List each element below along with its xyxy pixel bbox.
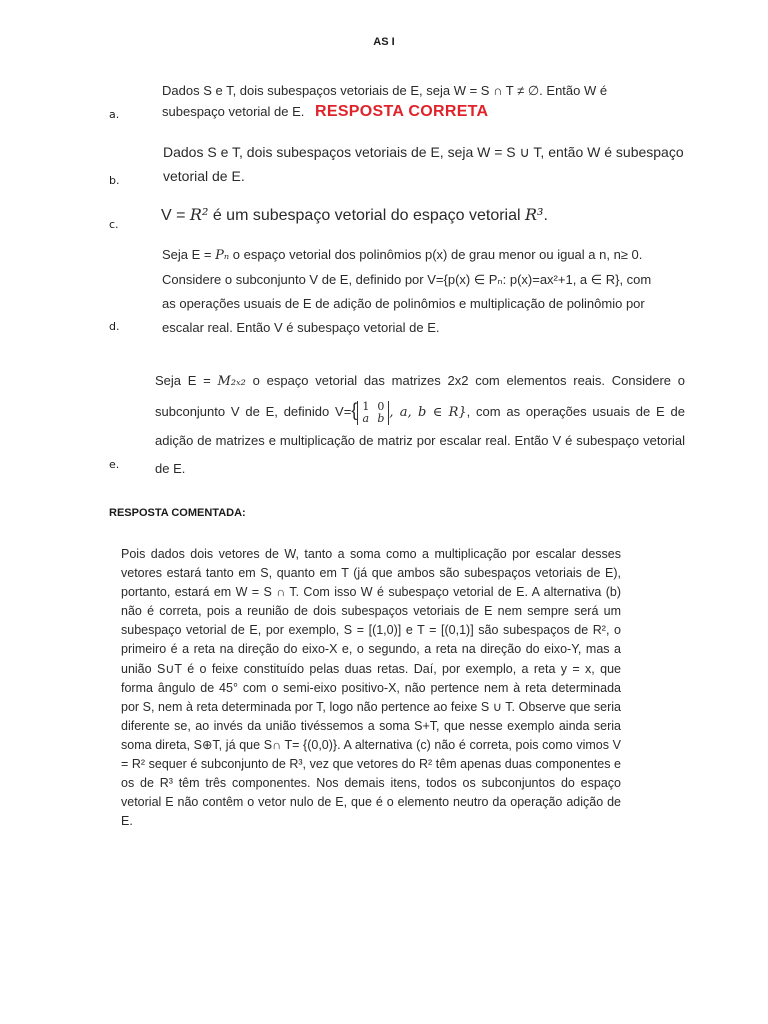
commented-answer-heading: RESPOSTA COMENTADA: [109, 507, 246, 519]
commented-answer-body [121, 545, 621, 831]
option-d-line1-pre: Seja E = [162, 247, 216, 262]
option-c-label: c. [109, 218, 119, 231]
matrix-2x2 [357, 401, 389, 425]
option-d-math-pn: Pₙ [215, 248, 230, 263]
option-e-set-condition: , a, b ∈ R} [389, 405, 467, 420]
option-b-label: b. [109, 174, 120, 187]
matrix-cell: a [362, 411, 370, 425]
option-d-line4: escalar real. Então V é subespaço vetorial de E. [162, 320, 440, 335]
option-d-line1 [162, 243, 692, 268]
matrix-cell: 1 [362, 399, 370, 413]
matrix-cell: b [377, 411, 385, 425]
option-e-post: , com as operações usuais de E de adição de matrizes e multiplicação de matriz por escalar real. Então V é subespaço vetorial de E. [155, 404, 685, 476]
page-title: AS I [373, 36, 395, 48]
option-d-line1-post: o espaço vetorial dos polinômios p(x) de grau menor ou igual a n, n≥ 0. [229, 247, 643, 262]
option-b-text: Dados S e T, dois subespaços vetoriais de E, seja W = S ∪ T, então W é subespaço vetorial de E. [163, 144, 684, 184]
option-c-pre: V = [161, 207, 190, 224]
option-e-label: e. [109, 458, 120, 471]
option-d-text [162, 243, 692, 340]
option-c-mid: é um subespaço vetorial do espaço vetorial [208, 207, 525, 224]
option-a-text: Dados S e T, dois subespaços vetoriais de E, seja W = S ∩ T ≠ ∅. Então W é subespaço vetorial de E. [162, 83, 608, 119]
option-d-line3: as operações usuais de E de adição de polinômios e multiplicação de polinômio por [162, 296, 645, 311]
option-c-post: . [543, 207, 548, 224]
correct-answer-badge: RESPOSTA CORRETA [315, 103, 489, 120]
option-e-mid: o espaço vetorial das matrizes 2x2 com elementos reais. Considere o subconjunto V de E, definido V= [155, 373, 686, 419]
option-e-text [155, 367, 685, 483]
option-d-line2: Considere o subconjunto V de E, definido por V={p(x) ∈ Pₙ: p(x)=ax²+1, a ∈ R}, com [162, 272, 652, 287]
set-brace-open: { [351, 400, 358, 420]
option-c-math-r3: R³ [525, 205, 544, 224]
option-e-pre: Seja E = [155, 373, 218, 388]
option-c-math-r2: R² [189, 205, 209, 224]
matrix-cell: 0 [377, 399, 385, 413]
commented-answer-text: Pois dados dois vetores de W, tanto a soma como a multiplicação por escalar desses vetores estará tanto em S, quanto em T (já que ambos são subespaços vetoriais de E), portanto, estará em W = S ∩ T. Com isso W é subespaço vetorial de E. A alternativa (b) não é correta, pois a reunião de dois subespaços vetoriais de E nem sempre será um subespaço vetorial de E, por exemplo, S = [(1,0)] e T = [(0,1)] são subespaços de R², o primeiro é a reta na direção do eixo-X e, o segundo, a reta na direção do eixo-Y, mas a união S∪T é o feixe constituído pelas duas retas. Daí, por exemplo, a reta y = x, que forma ângulo de 45° com o semi-eixo positivo-X, não pertence nem à reta determinada por S, nem à reta determinada por T, logo não pertence ao feixe S ∪ T. Observe que seria diferente se, ao invés da união tivéssemos a soma S+T, que nesse exemplo ainda seria soma direta, S⊕T, já que S∩ T= {(0,0)}. A alternativa (c) não é correta, pois como vimos V = R² sequer é subconjunto de R³, vez que vetores do R² têm apenas duas componentes e os de R³ têm três componentes. Nos demais itens, todos os subconjuntos do espaço vetorial E não contêm o vetor nulo de E, que é o elemento neutro da operação adição de E. [121, 547, 621, 829]
option-e-math-m2x2: M₂ₓ₂ [217, 374, 246, 389]
option-c-text [161, 204, 701, 226]
option-d-label: d. [109, 320, 120, 333]
option-a-label: a. [109, 108, 120, 121]
